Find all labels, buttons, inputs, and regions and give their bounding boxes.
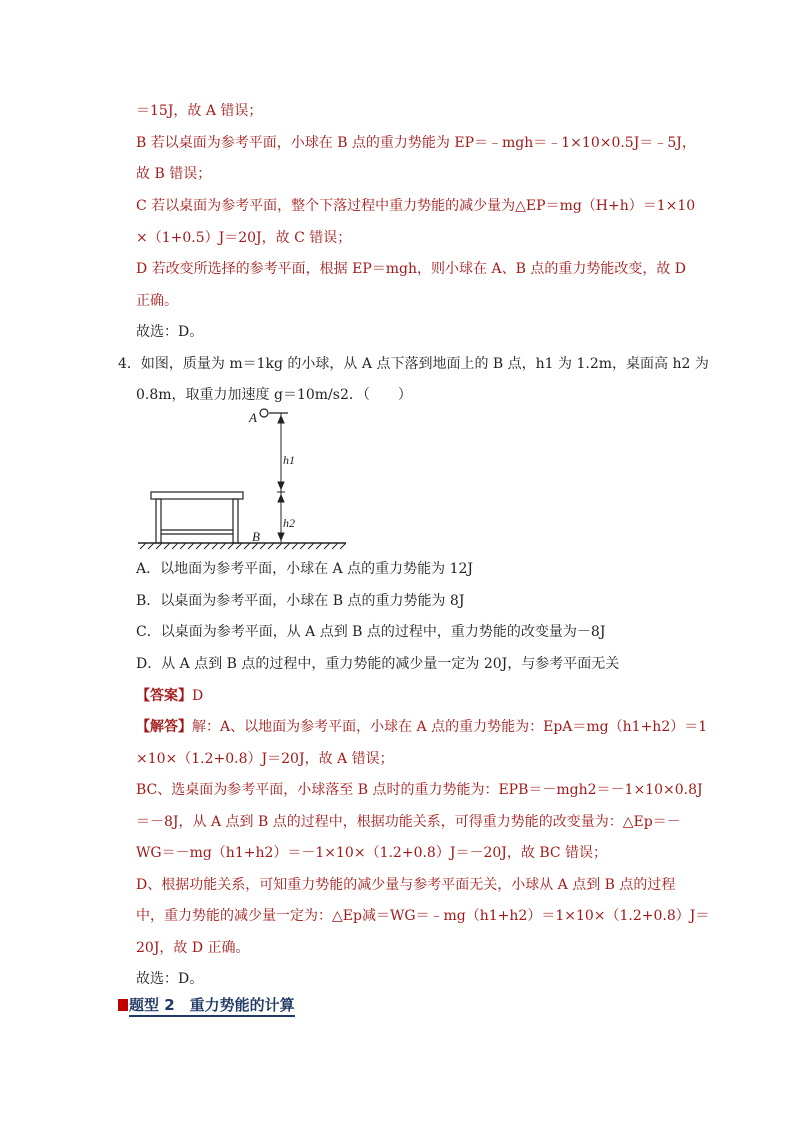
analysis-line: B 若以桌面为参考平面，小球在 B 点的重力势能为 EP＝﹣mgh＝﹣1×10×0.5J＝﹣5J， [136, 135, 696, 151]
analysis-text: 解：A、以地面为参考平面，小球在 A 点的重力势能为：EpA＝mg（h1+h2）＝1 [192, 719, 708, 735]
analysis-line: ＝15J，故 A 错误； [136, 103, 263, 119]
label-b: B [252, 529, 260, 544]
analysis-line: BC、选桌面为参考平面，小球落至 B 点时的重力势能为：EPB＝－mgh2＝－1×10×0.8J [136, 782, 703, 798]
label-h2: h2 [283, 516, 295, 530]
analysis-tag: 【解答】 [136, 719, 192, 735]
analysis-line: 正确。 [136, 293, 178, 309]
table-drawing [151, 492, 243, 543]
analysis-line [136, 717, 707, 737]
analysis-line: 中，重力势能的减少量一定为：△Ep减＝WG＝﹣mg（h1+h2）＝1×10×（1.2+0.8）J＝ [136, 908, 710, 924]
choice-line: 故选：D。 [136, 971, 204, 987]
ball-icon [260, 409, 268, 417]
analysis-line: D 若改变所选择的参考平面，根据 EP＝mgh，则小球在 A、B 点的重力势能改变，故 D [136, 261, 686, 277]
analysis-line: WG＝－mg（h1+h2）＝－1×10×（1.2+0.8）J＝－20J，故 BC 错误； [136, 845, 608, 861]
section-heading [118, 994, 295, 1015]
analysis-line: D、根据功能关系，可知重力势能的减少量与参考平面无关，小球从 A 点到 B 点的过程 [136, 877, 676, 893]
question-stem: 4．如图，质量为 m＝1kg 的小球，从 A 点下落到地面上的 B 点，h1 为 1.2m，桌面高 h2 为 [118, 356, 709, 372]
option-b: B．以桌面为参考平面，小球在 B 点的重力势能为 8J [136, 593, 465, 609]
analysis-line: ×（1+0.5）J＝20J，故 C 错误； [136, 230, 352, 246]
question-stem: 0.8m，取重力加速度 g＝10m/s2．（ ） [136, 387, 412, 403]
analysis-line: ＝－8J，从 A 点到 B 点的过程中，根据功能关系，可得重力势能的改变量为：△Ep＝－ [136, 814, 681, 830]
answer-value: D [192, 688, 204, 704]
label-a: A [249, 410, 257, 425]
section-title-text: 题型 2 重力势能的计算 [129, 996, 295, 1017]
label-h1: h1 [283, 453, 295, 467]
option-c: C．以桌面为参考平面，从 A 点到 B 点的过程中，重力势能的改变量为－8J [136, 624, 606, 640]
question-figure [136, 406, 350, 550]
option-a: A．以地面为参考平面，小球在 A 点的重力势能为 12J [136, 561, 473, 577]
analysis-line: C 若以桌面为参考平面，整个下落过程中重力势能的减少量为△EP＝mg（H+h）＝1×10 [136, 198, 696, 214]
answer-tag: 【答案】 [136, 688, 192, 704]
analysis-line: 故 B 错误； [136, 166, 212, 182]
option-d: D．从 A 点到 B 点的过程中，重力势能的减少量一定为 20J，与参考平面无关 [136, 656, 620, 672]
analysis-line: ×10×（1.2+0.8）J＝20J，故 A 错误； [136, 751, 394, 767]
choice-line: 故选：D。 [136, 324, 204, 340]
section-marker-icon [118, 999, 128, 1011]
answer-line [136, 686, 203, 706]
analysis-line: 20J，故 D 正确。 [136, 940, 250, 956]
